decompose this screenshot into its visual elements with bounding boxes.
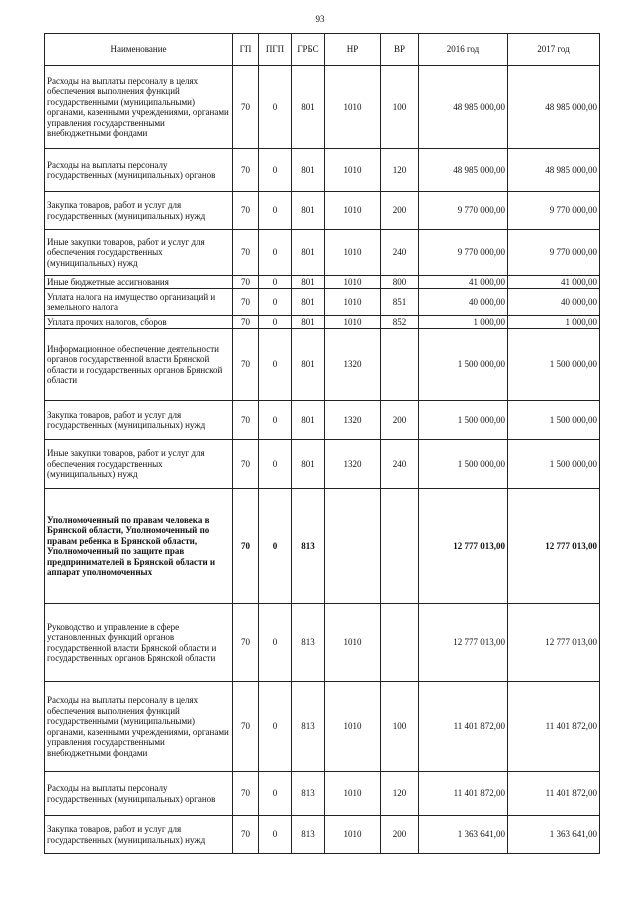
cell-2016: 1 000,00	[419, 316, 508, 329]
cell-grbs: 801	[292, 440, 325, 489]
cell-pgp: 0	[259, 66, 292, 149]
cell-vr: 120	[381, 772, 419, 816]
cell-vr	[381, 329, 419, 401]
table-row	[45, 401, 600, 440]
cell-2016: 12 777 013,00	[419, 604, 508, 682]
cell-vr: 240	[381, 230, 419, 276]
cell-np: 1320	[325, 329, 381, 401]
header-gp: ГП	[233, 34, 259, 66]
cell-vr: 852	[381, 316, 419, 329]
cell-2016: 1 363 641,00	[419, 816, 508, 854]
cell-2016: 48 985 000,00	[419, 66, 508, 149]
cell-pgp: 0	[259, 192, 292, 230]
table-body	[45, 66, 600, 854]
cell-vr	[381, 604, 419, 682]
table-row	[45, 276, 600, 289]
page-number: 93	[315, 14, 325, 24]
header-pgp: ПГП	[259, 34, 292, 66]
cell-2016: 11 401 872,00	[419, 682, 508, 772]
cell-name: Информационное обеспечение деятельности органов государственной власти Брянской области и государственных органов Брянской области	[45, 329, 233, 401]
cell-2016: 9 770 000,00	[419, 230, 508, 276]
cell-np: 1010	[325, 192, 381, 230]
cell-2016: 41 000,00	[419, 276, 508, 289]
cell-2017: 11 401 872,00	[508, 682, 600, 772]
cell-name: Руководство и управление в сфере установленных функций органов государственной власти Брянской области и государственных органов Брянской области	[45, 604, 233, 682]
cell-pgp: 0	[259, 401, 292, 440]
cell-vr: 200	[381, 816, 419, 854]
cell-2017: 1 500 000,00	[508, 329, 600, 401]
cell-gp: 70	[233, 66, 259, 149]
cell-pgp: 0	[259, 440, 292, 489]
cell-grbs: 813	[292, 604, 325, 682]
cell-grbs: 813	[292, 772, 325, 816]
header-2017: 2017 год	[508, 34, 600, 66]
cell-2017: 9 770 000,00	[508, 230, 600, 276]
cell-grbs: 801	[292, 192, 325, 230]
cell-np: 1010	[325, 276, 381, 289]
cell-vr: 100	[381, 682, 419, 772]
table-row	[45, 489, 600, 604]
cell-vr: 240	[381, 440, 419, 489]
cell-name: Уполномоченный по правам человека в Брянской области, Уполномоченный по правам ребенка в Брянской области, Уполномоченный по защите прав предпринимателей в Брянской области и аппарат уполномоченных	[45, 489, 233, 604]
table-row	[45, 66, 600, 149]
header-2016: 2016 год	[419, 34, 508, 66]
cell-2017: 48 985 000,00	[508, 66, 600, 149]
cell-pgp: 0	[259, 772, 292, 816]
cell-2017: 40 000,00	[508, 289, 600, 316]
cell-np: 1010	[325, 230, 381, 276]
table-row	[45, 289, 600, 316]
table-row	[45, 316, 600, 329]
cell-np: 1320	[325, 440, 381, 489]
cell-2017: 1 000,00	[508, 316, 600, 329]
cell-pgp: 0	[259, 289, 292, 316]
table-row	[45, 329, 600, 401]
cell-np: 1010	[325, 816, 381, 854]
cell-name: Иные закупки товаров, работ и услуг для обеспечения государственных (муниципальных) нужд	[45, 230, 233, 276]
cell-vr: 120	[381, 149, 419, 192]
cell-gp: 70	[233, 316, 259, 329]
cell-grbs: 801	[292, 230, 325, 276]
cell-2017: 1 500 000,00	[508, 440, 600, 489]
header-vr: ВР	[381, 34, 419, 66]
cell-name: Закупка товаров, работ и услуг для государственных (муниципальных) нужд	[45, 816, 233, 854]
cell-vr: 200	[381, 401, 419, 440]
cell-vr: 200	[381, 192, 419, 230]
cell-2016: 12 777 013,00	[419, 489, 508, 604]
cell-2017: 9 770 000,00	[508, 192, 600, 230]
cell-gp: 70	[233, 604, 259, 682]
cell-gp: 70	[233, 192, 259, 230]
cell-grbs: 813	[292, 489, 325, 604]
cell-np: 1010	[325, 66, 381, 149]
table-row	[45, 230, 600, 276]
cell-grbs: 813	[292, 816, 325, 854]
cell-vr	[381, 489, 419, 604]
header-grbs: ГРБС	[292, 34, 325, 66]
cell-name: Расходы на выплаты персоналу в целях обеспечения выполнения функций государственными (муниципальными) органами, казенными учреждениями, органами управления государственными внебюджетными фондами	[45, 66, 233, 149]
cell-pgp: 0	[259, 276, 292, 289]
cell-np: 1010	[325, 149, 381, 192]
cell-pgp: 0	[259, 316, 292, 329]
cell-name: Иные бюджетные ассигнования	[45, 276, 233, 289]
cell-np: 1320	[325, 401, 381, 440]
cell-np: 1010	[325, 772, 381, 816]
budget-table	[44, 33, 600, 854]
cell-2016: 1 500 000,00	[419, 440, 508, 489]
cell-name: Закупка товаров, работ и услуг для государственных (муниципальных) нужд	[45, 192, 233, 230]
cell-grbs: 801	[292, 316, 325, 329]
header-row	[45, 34, 600, 66]
cell-grbs: 801	[292, 66, 325, 149]
cell-np: 1010	[325, 604, 381, 682]
cell-name: Расходы на выплаты персоналу государственных (муниципальных) органов	[45, 149, 233, 192]
cell-gp: 70	[233, 682, 259, 772]
cell-2016: 1 500 000,00	[419, 329, 508, 401]
table-row	[45, 440, 600, 489]
cell-gp: 70	[233, 329, 259, 401]
cell-gp: 70	[233, 816, 259, 854]
header-np: НР	[325, 34, 381, 66]
cell-2016: 11 401 872,00	[419, 772, 508, 816]
cell-gp: 70	[233, 230, 259, 276]
table-row	[45, 772, 600, 816]
cell-np: 1010	[325, 316, 381, 329]
cell-gp: 70	[233, 489, 259, 604]
cell-2016: 9 770 000,00	[419, 192, 508, 230]
cell-2017: 12 777 013,00	[508, 489, 600, 604]
cell-pgp: 0	[259, 816, 292, 854]
cell-name: Расходы на выплаты персоналу в целях обеспечения выполнения функций государственными (муниципальными) органами, казенными учреждениями, органами управления государственными внебюджетными фондами	[45, 682, 233, 772]
cell-2016: 1 500 000,00	[419, 401, 508, 440]
cell-vr: 100	[381, 66, 419, 149]
cell-grbs: 801	[292, 329, 325, 401]
cell-name: Уплата налога на имущество организаций и земельного налога	[45, 289, 233, 316]
cell-grbs: 801	[292, 401, 325, 440]
cell-pgp: 0	[259, 149, 292, 192]
cell-pgp: 0	[259, 230, 292, 276]
cell-grbs: 801	[292, 276, 325, 289]
cell-vr: 800	[381, 276, 419, 289]
cell-np: 1010	[325, 682, 381, 772]
table-row	[45, 192, 600, 230]
cell-gp: 70	[233, 149, 259, 192]
cell-2016: 40 000,00	[419, 289, 508, 316]
cell-gp: 70	[233, 401, 259, 440]
cell-pgp: 0	[259, 329, 292, 401]
table-row	[45, 604, 600, 682]
table-row	[45, 682, 600, 772]
cell-pgp: 0	[259, 604, 292, 682]
cell-2017: 1 500 000,00	[508, 401, 600, 440]
table-row	[45, 149, 600, 192]
cell-gp: 70	[233, 289, 259, 316]
cell-2017: 41 000,00	[508, 276, 600, 289]
cell-pgp: 0	[259, 682, 292, 772]
cell-pgp: 0	[259, 489, 292, 604]
cell-gp: 70	[233, 276, 259, 289]
cell-gp: 70	[233, 772, 259, 816]
cell-name: Расходы на выплаты персоналу государственных (муниципальных) органов	[45, 772, 233, 816]
cell-grbs: 801	[292, 149, 325, 192]
cell-np: 1010	[325, 289, 381, 316]
cell-2017: 11 401 872,00	[508, 772, 600, 816]
cell-name: Закупка товаров, работ и услуг для государственных (муниципальных) нужд	[45, 401, 233, 440]
cell-gp: 70	[233, 440, 259, 489]
cell-2017: 1 363 641,00	[508, 816, 600, 854]
cell-grbs: 801	[292, 289, 325, 316]
cell-2016: 48 985 000,00	[419, 149, 508, 192]
cell-2017: 48 985 000,00	[508, 149, 600, 192]
cell-np	[325, 489, 381, 604]
cell-name: Уплата прочих налогов, сборов	[45, 316, 233, 329]
header-name: Наименование	[45, 34, 233, 66]
cell-grbs: 813	[292, 682, 325, 772]
table-row	[45, 816, 600, 854]
cell-vr: 851	[381, 289, 419, 316]
cell-name: Иные закупки товаров, работ и услуг для обеспечения государственных (муниципальных) нужд	[45, 440, 233, 489]
cell-2017: 12 777 013,00	[508, 604, 600, 682]
